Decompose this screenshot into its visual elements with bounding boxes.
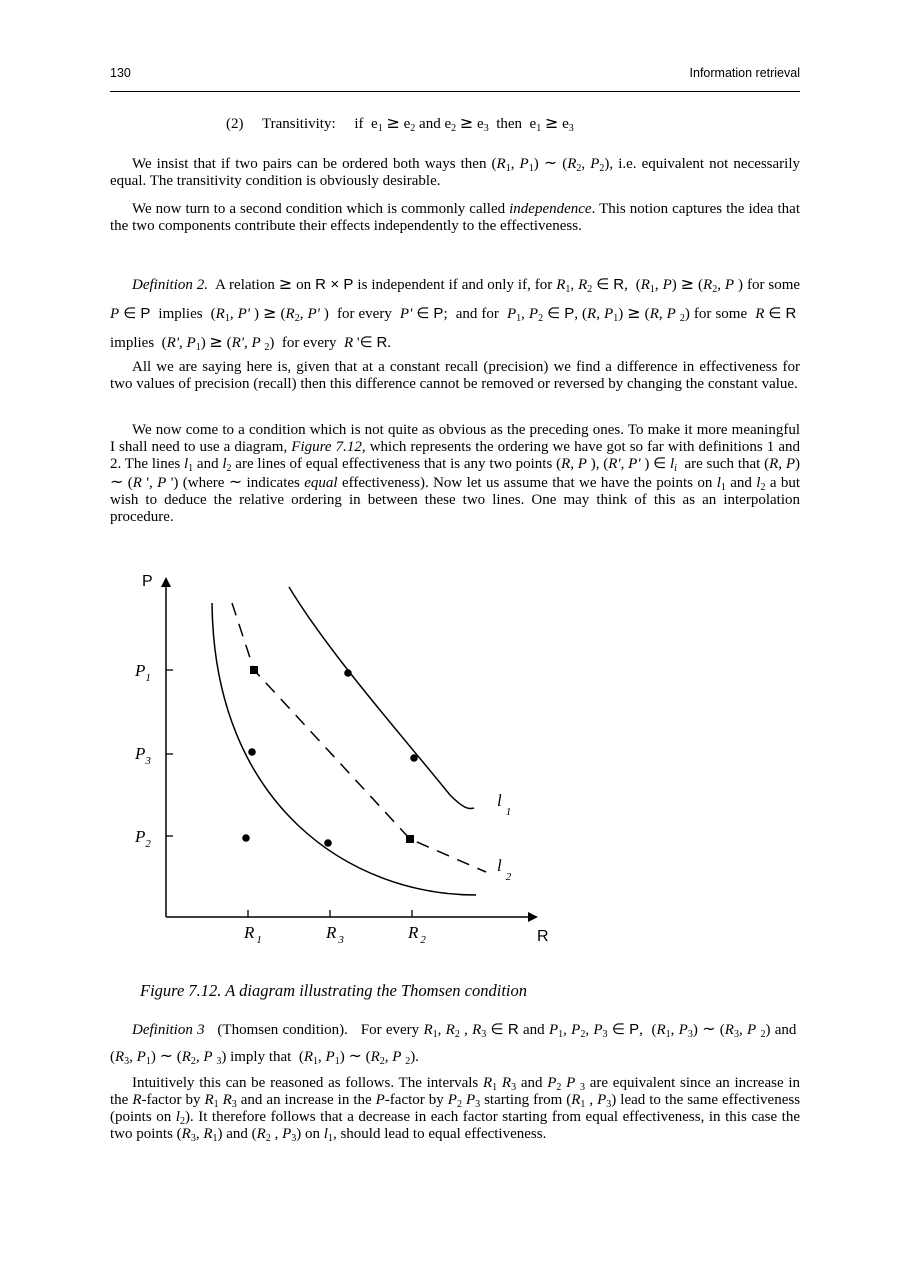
- curve-label-l1: $l_1$: [497, 791, 512, 818]
- running-title: Information retrieval: [689, 66, 800, 80]
- curve-l1: [289, 587, 474, 809]
- running-header: [110, 66, 800, 86]
- y-tick-label-p3: $P_3$: [135, 744, 151, 767]
- paragraph-equivalence: We insist that if two pairs can be ordered both ways then ($R_1$, $P_1$) ~ ($R_2$, $P_2$), i.e. equivalent not necessarily equal. The transitivity condition is obviously desirable.: [110, 153, 801, 189]
- definition-3: Definition 3 (Thomsen condition). For every $R_1$, $R_2$ , $R_3$ ∈ R and $P_1$, $P_2$, $P_3$ ∈ P, ($R_1$, $P_3$) ~ ($R_3$, P $_2$) and ($R_3$, $P_1$) ~ ($R_2$, P $_3$) imply that ($R_1$, $P_1$) ~ ($R_2$, P $_2$).: [110, 1019, 801, 1067]
- page-number: 130: [110, 66, 131, 80]
- header-rule: [110, 91, 800, 92]
- point-r1-p2: [242, 834, 250, 842]
- y-tick-label-p1: $P_1$: [135, 661, 151, 684]
- x-tick-label-r1: R $_1$: [244, 923, 262, 946]
- paragraph-diagram-intro: We now come to a condition which is not quite as obvious as the preceding ones. To make it more meaningful I shall need to use a diagram, Figure 7.12, which represents the ordering we have got so far with definitions 1 and 2. The lines $l_1$ and $l_2$ are lines of equal effectiveness that is any two points (R, P ), (R', P' ) ∈ $l_i$ are such that (R, P) ~ (R ', P ') (where ~ indicates equal effectiveness). Now let us assume that we have the points on $l_1$ and $l_2$ a but wish to deduce the relative ordering in between these two lines. One may think of this as an interpolation procedure.: [110, 422, 801, 525]
- paragraph-independence: We now turn to a second condition which is commonly called independence. This notion captures the idea that the two components contribute their effects independently to the effectiveness.: [110, 201, 800, 234]
- definition-2: Definition 2. A relation ≥ on R × P is independent if and only if, for $R_1$, $R_2$ ∈ R, ($R_1$, $P) \ge (R_2$, P ) for some P ∈ P implies ($R_1$, P' ) ≥ ($R_2$, P' ) for every P' ∈ P; and for $P_1$, $P_2$ ∈ P, (R, $P_1) \ge (R$, P $_2$) for some R ∈ R implies (R', $P_1) \ge (R'$, P $_2$) for every R '∈ R.: [110, 274, 801, 353]
- square-r1-p1: [250, 666, 258, 674]
- point-r1-p3: [248, 748, 256, 756]
- transitivity-condition: (2) Transitivity: if $e_1 \ge e_2$ and $e_2 \ge e_3$ then $e_1 \ge e_3$: [226, 113, 574, 134]
- x-axis-label: R: [537, 928, 549, 945]
- x-tick-label-r3: R $_3$: [326, 923, 344, 946]
- curve-label-l2: $l_2$: [497, 856, 512, 883]
- y-tick-label-p2: $P_2$: [135, 827, 151, 850]
- curve-dashed-interpolation: [232, 603, 486, 872]
- square-r2-p2: [406, 835, 414, 843]
- figure-caption: Figure 7.12. A diagram illustrating the Thomsen condition: [140, 981, 527, 1000]
- y-axis-label: P: [142, 573, 153, 590]
- point-r3-p2: [324, 839, 332, 847]
- paragraph-interpretation: All we are saying here is, given that at a constant recall (precision) we find a difference in effectiveness for two values of precision (recall) then this difference cannot be removed or reversed by changing the constant value.: [110, 359, 800, 392]
- paragraph-intuition: Intuitively this can be reasoned as follows. The intervals $R_1$ $R_3$ and $P_2$ P $_3$ are equivalent since an increase in the R-factor by $R_1$ $R_3$ and an increase in the P-factor by $P_2$ $P_3$ starting from ($R_1$ , $P_3$) lead to the same effectiveness (points on $l_2$). It therefore follows that a decrease in each factor starting from equal effectiveness, in this case the two points ($R_3$, $R_1$) and ($R_2$ , $P_3$) on $l_1$, should lead to equal effectiveness.: [110, 1075, 801, 1144]
- point-r3-p1: [344, 669, 352, 677]
- x-tick-label-r2: R $_2$: [408, 923, 426, 946]
- point-r2-p3: [410, 754, 418, 762]
- thomsen-diagram: [110, 565, 570, 955]
